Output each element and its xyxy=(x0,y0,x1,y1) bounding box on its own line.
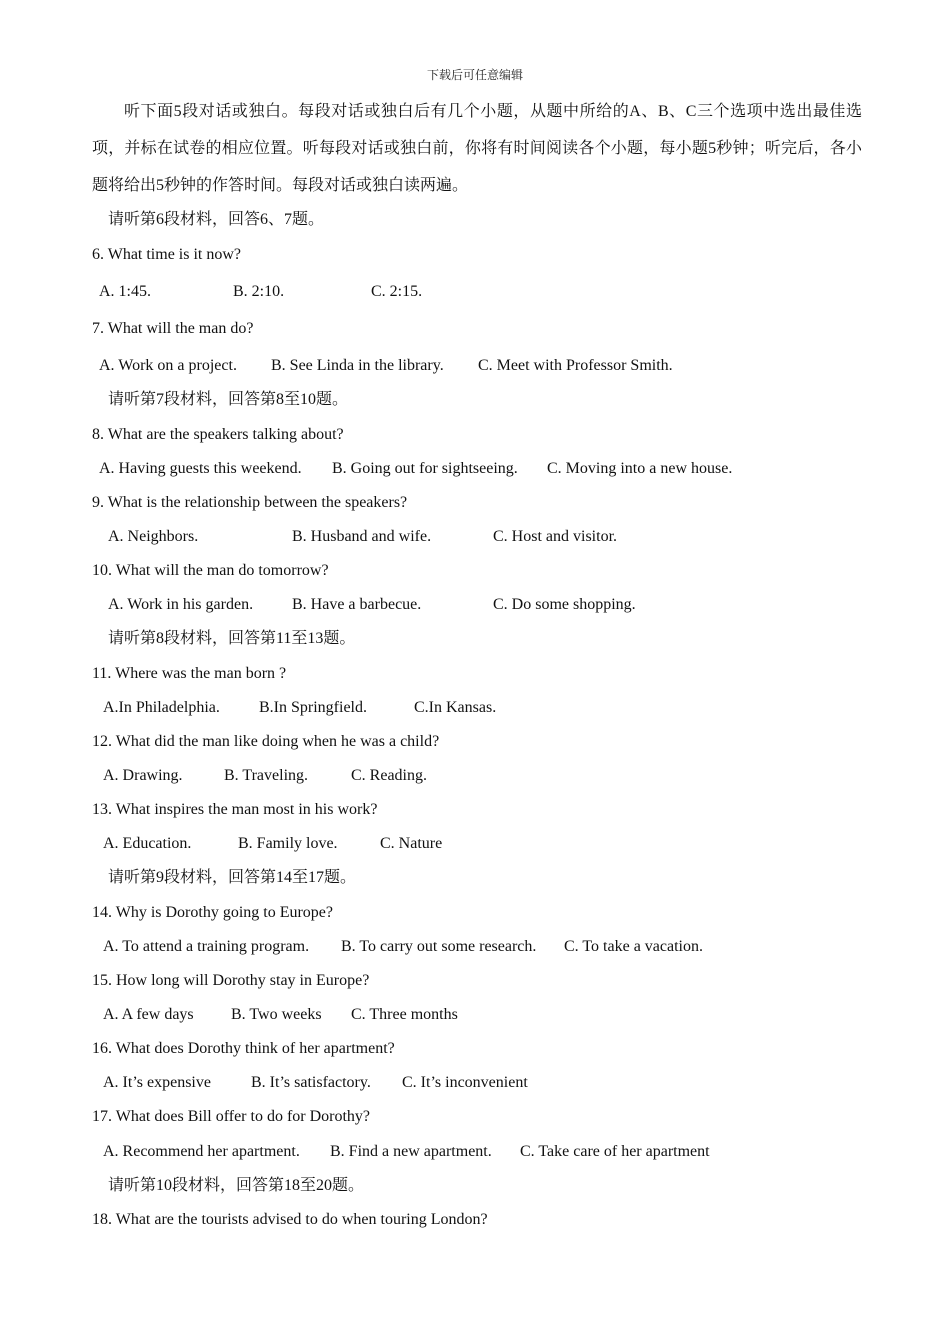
question-17: 17. What does Bill offer to do for Dorothy? xyxy=(92,1108,371,1125)
q15-option-c: C. Three months xyxy=(351,1006,458,1023)
question-14: 14. Why is Dorothy going to Europe? xyxy=(92,904,334,921)
q12-option-c: C. Reading. xyxy=(351,767,427,784)
q9-option-b: B. Husband and wife. xyxy=(292,528,432,545)
q12-option-a: A. Drawing. xyxy=(103,767,183,784)
q15-option-b: B. Two weeks xyxy=(231,1006,322,1023)
q17-option-b: B. Find a new apartment. xyxy=(330,1143,492,1160)
q13-option-a: A. Education. xyxy=(103,835,192,852)
q14-option-a: A. To attend a training program. xyxy=(103,938,310,955)
q8-option-b: B. Going out for sightseeing. xyxy=(332,460,518,477)
q15-option-a: A. A few days xyxy=(103,1006,194,1023)
q16-option-c: C. It’s inconvenient xyxy=(402,1074,528,1091)
question-6: 6. What time is it now? xyxy=(92,246,242,263)
q6-option-a: A. 1:45. xyxy=(99,283,151,300)
question-16: 16. What does Dorothy think of her apartment? xyxy=(92,1040,395,1057)
page-header: 下载后可任意编辑 xyxy=(426,68,523,82)
question-13: 13. What inspires the man most in his work? xyxy=(92,801,378,818)
q16-option-a: A. It’s expensive xyxy=(103,1074,211,1091)
question-15: 15. How long will Dorothy stay in Europe? xyxy=(92,972,370,989)
material-instruction: 请听第8段材料，回答第11至13题。 xyxy=(108,630,356,647)
q14-option-c: C. To take a vacation. xyxy=(564,938,703,955)
question-11: 11. Where was the man born ? xyxy=(92,665,287,682)
q10-option-b: B. Have a barbecue. xyxy=(292,596,422,613)
question-10: 10. What will the man do tomorrow? xyxy=(92,562,329,579)
question-12: 12. What did the man like doing when he was a child? xyxy=(92,733,440,750)
material-instruction: 请听第6段材料，回答6、7题。 xyxy=(108,211,325,228)
material-instruction: 请听第7段材料，回答第8至10题。 xyxy=(108,391,349,408)
material-instruction: 请听第10段材料，回答第18至20题。 xyxy=(108,1177,365,1194)
q8-option-c: C. Moving into a new house. xyxy=(547,460,733,477)
q6-option-b: B. 2:10. xyxy=(233,283,285,300)
q7-option-b: B. See Linda in the library. xyxy=(271,357,444,374)
q7-option-c: C. Meet with Professor Smith. xyxy=(478,357,673,374)
q14-option-b: B. To carry out some research. xyxy=(341,938,537,955)
q10-option-c: C. Do some shopping. xyxy=(493,596,636,613)
question-8: 8. What are the speakers talking about? xyxy=(92,426,344,443)
q8-option-a: A. Having guests this weekend. xyxy=(99,460,302,477)
q9-option-c: C. Host and visitor. xyxy=(493,528,618,545)
q13-option-c: C. Nature xyxy=(380,835,443,852)
q12-option-b: B. Traveling. xyxy=(224,767,309,784)
q13-option-b: B. Family love. xyxy=(238,835,338,852)
q9-option-a: A. Neighbors. xyxy=(108,528,199,545)
q11-option-b: B.In Springfield. xyxy=(259,699,367,716)
q16-option-b: B. It’s satisfactory. xyxy=(251,1074,371,1091)
q10-option-a: A. Work in his garden. xyxy=(108,596,254,613)
q11-option-a: A.In Philadelphia. xyxy=(103,699,220,716)
question-18: 18. What are the tourists advised to do when touring London? xyxy=(92,1211,488,1228)
q17-option-a: A. Recommend her apartment. xyxy=(103,1143,300,1160)
q7-option-a: A. Work on a project. xyxy=(99,357,237,374)
q6-option-c: C. 2:15. xyxy=(371,283,423,300)
material-instruction: 请听第9段材料，回答第14至17题。 xyxy=(108,869,357,886)
question-9: 9. What is the relationship between the speakers? xyxy=(92,494,408,511)
question-7: 7. What will the man do? xyxy=(92,320,254,337)
section-instructions: 听下面5段对话或独白。每段对话或独白后有几个小题，从题中所给的A、B、C三个选项中选出最佳选项，并标在试卷的相应位置。听每段对话或独白前，你将有时间阅读各个小题，每小题5秒钟；听完后，各小题将给出5秒钟的作答时间。每段对话或独白读两遍。 xyxy=(92,103,862,194)
q11-option-c: C.In Kansas. xyxy=(414,699,497,716)
q17-option-c: C. Take care of her apartment xyxy=(520,1143,710,1160)
